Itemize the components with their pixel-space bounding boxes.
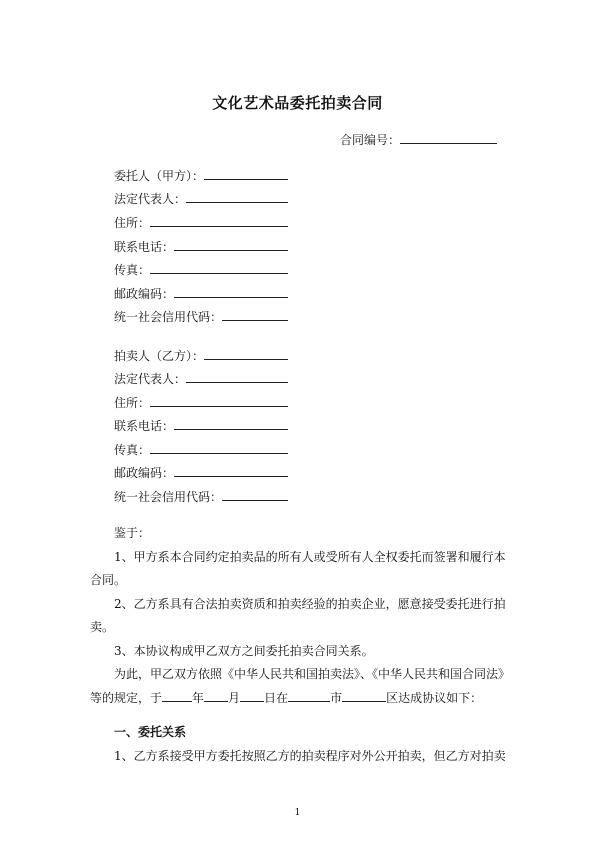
party-a-rep-blank[interactable] — [186, 191, 288, 203]
party-a-address-line — [114, 214, 288, 231]
agreement-line-1: 为此，甲乙双方依照《中华人民共和国拍卖法》、《中华人民共和国合同法》 — [114, 667, 511, 681]
party-b-rep-blank[interactable] — [186, 371, 288, 383]
contract-number-label: 合同编号： — [340, 133, 401, 147]
district-blank[interactable] — [342, 690, 386, 702]
party-a-address-blank[interactable] — [150, 215, 288, 227]
party-b-address-label: 住所： — [114, 396, 151, 410]
contract-number-line — [340, 131, 497, 148]
page-number: 1 — [294, 808, 301, 818]
agreement-prefix: 等的规定，于 — [90, 691, 163, 705]
party-b-rep-line — [114, 370, 288, 387]
month-label: 月 — [228, 691, 241, 705]
party-a-credit-label: 统一社会信用代码： — [114, 310, 223, 324]
party-b-phone-blank[interactable] — [174, 418, 288, 430]
party-b-fax-line — [114, 441, 288, 458]
party-b-credit-label: 统一社会信用代码： — [114, 490, 223, 504]
party-b-address-line — [114, 394, 288, 411]
clause-2-line-2: 卖。 — [90, 620, 115, 634]
clause-3: 3、本协议构成甲乙双方之间委托拍卖合同关系。 — [114, 644, 374, 658]
party-b-postcode-line — [114, 464, 288, 481]
section-1-heading: 一、委托关系 — [114, 725, 187, 739]
clause-1-line-2: 合同。 — [90, 573, 127, 587]
party-a-fax-blank[interactable] — [150, 262, 288, 274]
party-b-postcode-blank[interactable] — [174, 465, 288, 477]
party-b-name-label: 拍卖人（乙方）： — [114, 349, 205, 363]
clause-1-line-1: 1、甲方系本合同约定拍卖品的所有人或受所有人全权委托而签署和履行本 — [114, 550, 506, 564]
clause-2-line-1: 2、乙方系具有合法拍卖资质和拍卖经验的拍卖企业，愿意接受委托进行拍 — [114, 597, 506, 611]
agreement-end: 区达成协议如下： — [386, 691, 483, 705]
party-a-postcode-label: 邮政编码： — [114, 287, 175, 301]
party-a-postcode-line — [114, 285, 288, 302]
party-b-rep-label: 法定代表人： — [114, 372, 187, 386]
contract-number-blank[interactable] — [400, 132, 497, 144]
party-a-name-blank[interactable] — [204, 168, 288, 180]
party-b-name-line — [114, 347, 288, 364]
party-a-rep-line — [114, 190, 288, 207]
section-1-line-1: 1、乙方系接受甲方委托按照乙方的拍卖程序对外公开拍卖，但乙方对拍卖 — [114, 749, 506, 763]
party-a-postcode-blank[interactable] — [174, 286, 288, 298]
party-b-fax-blank[interactable] — [150, 442, 288, 454]
party-a-fax-line — [114, 261, 288, 278]
party-a-name-line — [114, 167, 288, 184]
party-b-credit-blank[interactable] — [222, 489, 288, 501]
month-blank[interactable] — [204, 690, 228, 702]
party-a-credit-line — [114, 308, 288, 325]
party-a-fax-label: 传真： — [114, 263, 151, 277]
party-a-address-label: 住所： — [114, 216, 151, 230]
day-label: 日在 — [264, 691, 289, 705]
city-label: 市 — [330, 691, 343, 705]
party-b-fax-label: 传真： — [114, 443, 151, 457]
party-a-phone-label: 联系电话： — [114, 240, 175, 254]
whereas-label: 鉴于： — [114, 526, 151, 540]
party-a-name-label: 委托人（甲方）： — [114, 169, 205, 183]
party-b-credit-line — [114, 488, 288, 505]
city-blank[interactable] — [288, 690, 330, 702]
party-b-name-blank[interactable] — [204, 348, 288, 360]
document-title: 文化艺术品委托拍卖合同 — [212, 94, 383, 112]
party-a-phone-line — [114, 238, 288, 255]
year-blank[interactable] — [162, 690, 192, 702]
party-b-postcode-label: 邮政编码： — [114, 466, 175, 480]
day-blank[interactable] — [240, 690, 264, 702]
party-b-phone-label: 联系电话： — [114, 419, 175, 433]
party-a-phone-blank[interactable] — [174, 239, 288, 251]
party-b-phone-line — [114, 417, 288, 434]
year-label: 年 — [192, 691, 205, 705]
party-a-credit-blank[interactable] — [222, 309, 288, 321]
party-b-address-blank[interactable] — [150, 395, 288, 407]
party-a-rep-label: 法定代表人： — [114, 192, 187, 206]
agreement-line-2 — [90, 687, 482, 711]
